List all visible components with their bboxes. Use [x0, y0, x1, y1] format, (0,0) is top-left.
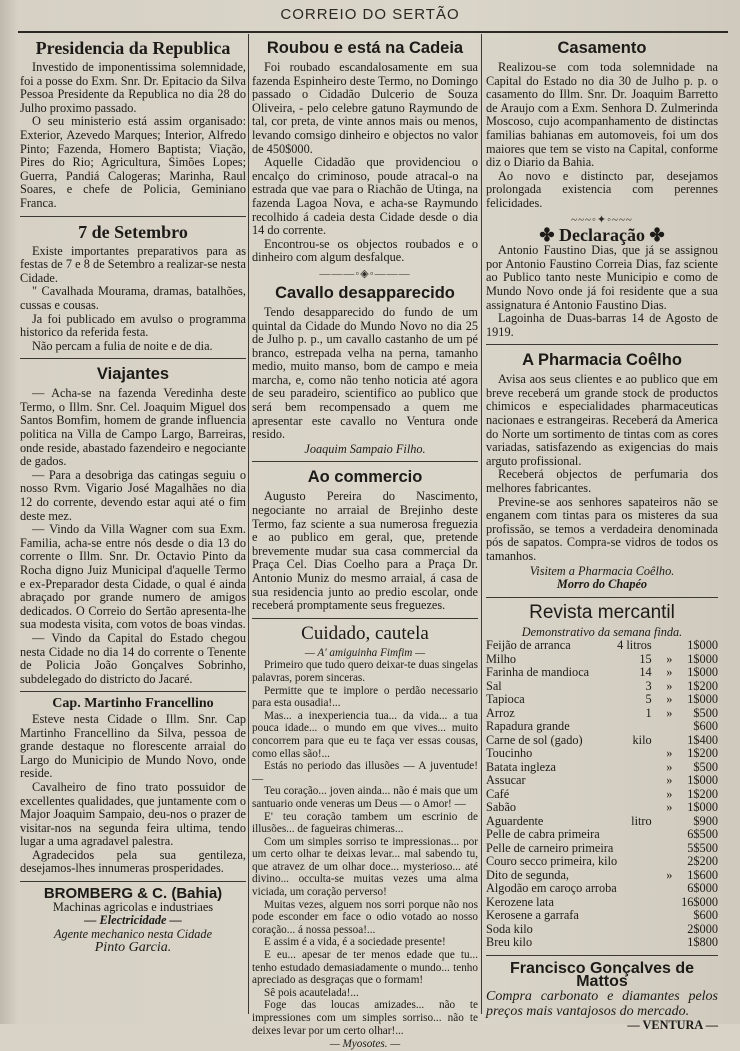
article-title: Presidencia da Republica [35, 38, 231, 58]
price-row [486, 747, 718, 761]
article-paragraph: Teu coração... joven ainda... não é mais que um santuario onde veneras um Deus — o Amor! — [252, 785, 478, 810]
price-item-value: $500 [693, 759, 718, 774]
divider [486, 597, 718, 598]
article-paragraph: O seu ministerio está assim organisado: Exterior, Azevedo Marques; Interior, Alfredo Pinto; Fazenda, Homero Baptista; Viação, Pires do Rio; Agricultura, Simões Lopes; Guerra, Pandiá Calogeras; Marinha, Raul Soares, e chefe de Policia, Geminiano Franca. [20, 114, 246, 210]
price-item-value: $600 [693, 908, 718, 923]
article-title: 7 de Setembro [78, 221, 188, 242]
article-paragraph: Sê pois acautelada!... [264, 986, 359, 999]
price-item-value: 1$200 [687, 786, 718, 801]
price-item-unit [658, 734, 681, 748]
price-item-name: Pelle de carneiro primeira [486, 840, 614, 855]
article-subtitle: Demonstrativo da semana finda. [521, 624, 683, 639]
price-item-qty [617, 788, 658, 802]
column-3 [486, 36, 718, 1033]
price-item-qty [617, 869, 658, 883]
ad-line: — Electricidade — [84, 913, 182, 928]
ad-line: Machinas agricolas e industriaes [52, 899, 214, 914]
price-item-unit: » [666, 773, 673, 788]
article-paragraph: Encontrou-se os objectos roubados e o dinheiro com algum desfalque. [252, 236, 478, 265]
price-item-name: Farinha de mandioca [486, 665, 590, 680]
article-paragraph: Receberá objectos de perfumaria dos melhores fabricantes. [486, 467, 718, 496]
article-paragraph: — Para a desobriga das catingas seguiu o nosso Rvm. Vigario José Magalhães no dia 12 do corrente, devendo estar aqui até o fim deste mez. [20, 467, 246, 523]
ad-text: Compra carbonato e diamantes pelos preços mais vantajosos do mercado. [486, 989, 718, 1020]
price-table [486, 639, 718, 950]
price-item-name: Aguardente [486, 813, 544, 828]
price-row [486, 788, 718, 802]
signature: Joaquim Sampaio Filho. [304, 441, 426, 456]
price-item-name: Algodão em caroço arroba [486, 881, 617, 896]
article-paragraph: Foi roubado escandalosamente em sua fazenda Espinheiro deste Termo, no Domingo passado o Cidadão Dulcerio de Souza Oliveira, - pelo celebre gatuno Raymundo de tal, cor preta, de vinte annos mais ou menos, levando comsigo dinheiro e objectos no valor de 450$000. [252, 60, 478, 156]
article-setembro [20, 222, 246, 354]
price-item-qty [617, 842, 658, 856]
price-item-value: 1$200 [687, 678, 718, 693]
column-2 [252, 36, 478, 1051]
price-item-unit [658, 855, 681, 869]
price-item-name: Carne de sol (gado) [486, 732, 583, 747]
article-paragraph: Previne-se aos senhores sapateiros não se enganem com tintas para os misteres da sua profissão, se temos a verdadeira denominada pós de sapatos. Compra-se vidros de todos os tamanhos. [486, 494, 718, 563]
price-row [486, 774, 718, 788]
article-paragraph: Ja foi publicado em avulso o programma historico da referida festa. [20, 311, 246, 340]
price-item-value: 5$500 [687, 840, 718, 855]
price-item-qty [617, 855, 658, 869]
price-item-qty [617, 761, 658, 775]
article-roubou [252, 38, 478, 265]
article-paragraph: E eu... apesar de ter menos edade que tu... tenho estudado demasiadamente o mundo... tenho apreciado as desgraças que o formam! [252, 949, 478, 987]
divider [252, 461, 478, 462]
price-item-name: Rapadura grande [486, 719, 570, 734]
article-revista [486, 603, 718, 950]
price-item-unit: » [666, 705, 673, 720]
price-item-qty: 15 [639, 651, 652, 666]
price-item-name: Sal [486, 678, 502, 693]
price-item-name: Toucinho [486, 746, 533, 761]
article-paragraph: Tendo desapparecido do fundo de um quintal da Cidade do Mundo Novo no dia 25 de Julho p. p., um cavallo castanho de um pé branco, estrepada velha na perna, tamanho medio, muito manso, bom de campo e meia marcha, e, como não tenho noticia até agora de seu paradeiro, scientifico ao publico que será bem recompensado a quem me apresentar este cavallo no Ventura onde resido. [252, 304, 478, 442]
price-row [486, 869, 718, 883]
price-item-unit [658, 815, 681, 829]
price-item-qty [617, 720, 658, 734]
divider [486, 344, 718, 345]
article-title: Cuidado, cautela [301, 622, 429, 644]
price-row [486, 855, 718, 869]
price-item-qty [617, 828, 658, 842]
price-item-name: Breu kilo [486, 935, 533, 950]
price-item-value: 16$000 [681, 894, 718, 909]
price-item-value: 1$200 [687, 746, 718, 761]
article-title: Cap. Martinho Francellino [52, 696, 214, 712]
price-item-name: Kerozene lata [486, 894, 554, 909]
article-title: Cavallo desapparecido [275, 283, 455, 302]
article-paragraph: E assim é a vida, é a sociedade presente! [264, 936, 446, 949]
price-item-name: Arroz [486, 705, 515, 720]
article-paragraph: Existe importantes preparativos para as festas de 7 e 8 de Setembro a realizar-se nesta Cidade. [20, 243, 246, 285]
column-divider [481, 34, 482, 1014]
price-row [486, 801, 718, 815]
fleuron-icon: ✤ [539, 224, 555, 245]
price-item-name: Milho [486, 651, 517, 666]
article-cuidado [252, 624, 478, 1051]
article-paragraph: Antonio Faustino Dias, que já se assignou por Antonio Faustino Correia Dias, faz sciente ao Publico tanto neste Municipio e como de Mundo Novo onde já foi residente que a sua assignatura é Antonio Faustino Dias. [486, 243, 718, 312]
price-item-unit: » [666, 800, 673, 815]
article-paragraph: Estás no periodo das illusões — A juventude! — [252, 760, 478, 785]
price-item-name: Soda kilo [486, 921, 533, 936]
price-item-name: Dito de segunda, [486, 867, 569, 882]
article-commercio [252, 467, 478, 612]
price-item-qty [617, 936, 658, 950]
article-paragraph: Realizou-se com toda solemnidade na Capital do Estado no dia 30 de Julho p. p. o casamento do Illm. Snr. Dr. Joaquim Barretto de Araujo com a Exm. Senhora D. Zulmerinda Moscoso, cujo acompanhamento de distinctas familias bahianas em automoveis, foi um dos maiores que tem se visto na Capital, conforme diz o Diario da Bahia. [486, 60, 718, 170]
article-presidencia [20, 38, 246, 211]
price-row [486, 923, 718, 937]
price-item-value: 1$000 [687, 692, 718, 707]
price-item-unit [658, 936, 681, 950]
price-item-value: 1$000 [687, 800, 718, 815]
article-paragraph: Avisa aos seus clientes e ao publico que em breve receberá um grande stock de productos chimicos e especialidades pharmaceuticas nacionaes e estrangeiras. Receberá da America do Norte um sortimento de tintas com as cores variadas, satisfazendo as exigencias do mais arguto profissional. [486, 372, 718, 468]
price-item-name: Batata ingleza [486, 759, 556, 774]
article-paragraph: Não percam a fulia de noite e de dia. [32, 338, 213, 353]
article-title: Ao commercio [307, 468, 423, 487]
price-item-value: 1$000 [687, 665, 718, 680]
price-item-unit [658, 720, 681, 734]
divider [20, 881, 246, 882]
price-item-unit [658, 923, 681, 937]
ad-line: Agente mechanico nesta Cidade [53, 926, 213, 941]
price-row [486, 896, 718, 910]
price-item-name: Assucar [486, 773, 526, 788]
article-paragraph: Permitte que te implore o perdão necessario para esta ousadia!... [252, 684, 478, 710]
ad-mattos [486, 959, 718, 1033]
price-item-unit: » [666, 651, 673, 666]
price-item-unit: » [666, 867, 673, 882]
price-row [486, 720, 718, 734]
article-paragraph: Lagoinha de Duas-barras 14 de Agosto de 1919. [486, 311, 718, 339]
price-item-qty [617, 747, 658, 761]
price-row [486, 707, 718, 721]
price-item-unit [658, 909, 681, 923]
price-item-value: 1$000 [687, 773, 718, 788]
price-item-value: 1$800 [687, 935, 718, 950]
article-paragraph: Muitas vezes, alguem nos sorri porque não nos pode esconder em face o odio votado ao nosso coração... á nossa pessoa!... [252, 898, 478, 936]
price-item-name: Pelle de cabra primeira [486, 827, 600, 842]
price-row [486, 909, 718, 923]
price-row [486, 882, 718, 896]
article-declaracao [486, 224, 718, 340]
price-item-value: $500 [693, 705, 718, 720]
price-item-qty: 1 [645, 705, 652, 720]
column-1 [20, 36, 246, 1016]
price-item-qty [617, 923, 658, 937]
signature: — Myosotes. — [329, 1038, 401, 1051]
price-item-name: Feijão de arranca [486, 638, 571, 653]
article-pharmacia [486, 350, 718, 592]
article-casamento [486, 38, 718, 211]
price-item-unit: » [666, 678, 673, 693]
price-item-unit [658, 828, 681, 842]
price-item-qty [617, 882, 658, 896]
price-item-name: Sabão [486, 800, 517, 815]
price-item-qty [617, 774, 658, 788]
ornament-divider: ———◦◈◦——— [319, 267, 411, 280]
price-item-value: 6$000 [687, 881, 718, 896]
price-item-qty [617, 909, 658, 923]
article-paragraph: — Vindo da Capital do Estado chegou nesta Cidade no dia 14 do corrente o Tenente de Policia João Gonçalves Sobrinho, subdelegado do districto do Jacaré. [20, 630, 246, 686]
article-title: Roubou e está na Cadeia [266, 39, 464, 57]
masthead-rule [18, 31, 728, 33]
article-title: Casamento [557, 39, 647, 57]
divider [20, 358, 246, 359]
price-item-qty: litro [631, 813, 652, 828]
price-row [486, 653, 718, 667]
article-paragraph: Cavalheiro de fino trato possuidor de excellentes qualidades, que juntamente com o Major Joaquim Sampaio, deu-nos o prazer de visitar-nos na segunda feira ultima, tendo lugar a uma agradavel palestra. [20, 779, 246, 849]
article-paragraph: Foge das loucas amizades... não te impressiones com um simples sorriso... não te deixes levar por um certo olhar!... [252, 999, 478, 1037]
price-row [486, 842, 718, 856]
price-item-name: Couro secco primeira, kilo [486, 854, 618, 869]
article-paragraph: Com um simples sorriso te impressionas... por um certo olhar te deixas levar... mal sabendo tu, que atravez de um olhar doce... mysterioso... até divino... occulta-se muitas vezes uma alma viciada, um coração perverso! [252, 835, 478, 899]
price-row [486, 936, 718, 950]
column-divider [248, 34, 249, 1014]
price-item-qty: 5 [645, 692, 652, 707]
price-item-qty: 3 [645, 678, 652, 693]
fleuron-icon: ✤ [649, 224, 665, 245]
article-paragraph: — Acha-se na fazenda Veredinha deste Termo, o Illm. Snr. Cel. Joaquim Miguel dos Santos Bomfim, homem de grande influencia politica na Villa de Campo Largo, Barreiras, onde reside, abastado fazendeiro e negociante de gados. [20, 386, 246, 469]
price-item-qty [617, 896, 658, 910]
price-item-qty: kilo [632, 732, 652, 747]
price-item-value: $600 [693, 719, 718, 734]
ad-bromberg [20, 887, 246, 955]
price-item-unit [658, 896, 681, 910]
price-row [486, 693, 718, 707]
price-item-unit: » [666, 692, 673, 707]
price-item-name: Café [486, 786, 510, 801]
divider [252, 618, 478, 619]
price-item-qty: 14 [639, 665, 652, 680]
price-row [486, 761, 718, 775]
article-cavallo [252, 283, 478, 457]
article-title: Viajantes [96, 365, 170, 384]
price-item-unit [658, 639, 681, 653]
price-item-value: 2$000 [687, 921, 718, 936]
article-paragraph: Esteve nesta Cidade o Illm. Snr. Cap Martinho Francellino da Silva, pessoa de grande destaque no florescente arraial do Largo do Municipio de Mundo Novo, onde reside. [20, 711, 246, 781]
ad-title: BROMBERG & C. (Bahia) [43, 885, 223, 903]
price-item-name: Kerosene a garrafa [486, 908, 579, 923]
price-item-unit: » [666, 746, 673, 761]
divider [486, 955, 718, 956]
price-item-value: 1$600 [687, 867, 718, 882]
article-viajantes [20, 364, 246, 686]
article-paragraph: Augusto Pereira do Nascimento, negociante no arraial de Brejinho deste Termo, faz sciente a sua numerosa freguezia e ao publico em geral, que, pretende brevemente mudar sua casa commercial da Praça Cel. Dias Coelho para a Praça Dr. Antonio Muniz do mesmo arraial, á casa de sua residencia junto ao predio escolar, onde receberá promptamente seus freguezes. [252, 489, 478, 613]
divider [20, 691, 246, 692]
price-item-unit: » [666, 665, 673, 680]
price-row [486, 639, 718, 653]
divider [20, 216, 246, 217]
article-paragraph: Agradecidos pela sua gentileza, desejamos-lhes innumeras prosperidades. [20, 847, 246, 876]
price-row [486, 815, 718, 829]
price-row [486, 680, 718, 694]
price-row [486, 828, 718, 842]
article-paragraph: Aquelle Cidadão que providenciou o encalço do criminoso, poude atracal-o na estrada que vae para o Riachão de Utinga, na fazenda Lagoa Nova, e acha-se Raymundo recolhido á cadeia desta Cidade desde o dia 14 do corrente. [252, 155, 478, 238]
price-item-name: Tapioca [486, 692, 525, 707]
price-item-value: $900 [693, 813, 718, 828]
article-paragraph: Ao novo e distincto par, desejamos prolongada existencia com perennes felicidades. [486, 168, 718, 210]
price-item-unit: » [666, 786, 673, 801]
ad-signature: — VENTURA — [627, 1018, 718, 1033]
article-paragraph: Mas... a inexperiencia tua... da vida... a tua pouca idade... o mundo em que vives... muito concorrem para que eu te faça ver essas cousas, como ellas são!... [252, 709, 478, 760]
signature: Visitem a Pharmacia Coêlho. [529, 563, 675, 578]
price-item-value: 1$000 [687, 638, 718, 653]
article-paragraph: Primeiro que tudo quero deixar-te duas singelas palavras, porem sinceras. [252, 659, 478, 684]
article-title: ✤ Declaração ✤ [539, 224, 665, 245]
price-item-unit [658, 842, 681, 856]
price-item-unit [658, 882, 681, 896]
article-subtitle: — A' amiguinha Fimfim — [304, 646, 426, 659]
ornament-divider: ~~~◦✦◦~~~ [571, 213, 633, 226]
ad-title: Francisco Gonçalves de Mattos [509, 959, 695, 991]
price-row [486, 666, 718, 680]
price-row [486, 734, 718, 748]
price-item-value: 1$000 [687, 651, 718, 666]
article-martinho [20, 697, 246, 876]
price-item-value: 2$200 [687, 854, 718, 869]
price-item-qty: 4 litros [617, 638, 652, 653]
ad-line: Pinto Garcia. [94, 940, 172, 956]
price-item-value: 6$500 [687, 827, 718, 842]
article-title: Revista mercantil [529, 601, 675, 623]
price-item-value: 1$400 [687, 732, 718, 747]
price-item-unit: » [666, 759, 673, 774]
article-paragraph: Investido de imponentissima solemnidade, foi a posse do Exm. Snr. Dr. Epitacio da Silva Pessoa Presidente da Republica no dia 28 do Julho proximo passado. [20, 60, 246, 115]
masthead: CORREIO DO SERTÃO [280, 6, 460, 23]
article-paragraph: E' teu coração tambem um escrinio de illusões... de fagueiras chimeras... [252, 810, 478, 836]
article-title: A Pharmacia Coêlho [522, 351, 682, 370]
price-item-qty [617, 801, 658, 815]
article-paragraph: " Cavalhada Mourama, dramas, batalhões, cussas e cousas. [20, 284, 246, 312]
article-paragraph: — Vindo da Villa Wagner com sua Exm. Familia, acha-se entre nós desde o dia 13 do corrente o Illm. Snr. Dr. Octavio Pinto da Rocha digno Juiz Municipal d'aquelle Termo e ex-Preparador desta Cidade, o qual é ainda abraçado por grande numero de amigos dedicados. O Correio do Sertão apresenta-lhe sua modesta visita, com votos de boas vindas. [20, 522, 246, 632]
signature-place: Morro do Chapéo [556, 577, 648, 592]
